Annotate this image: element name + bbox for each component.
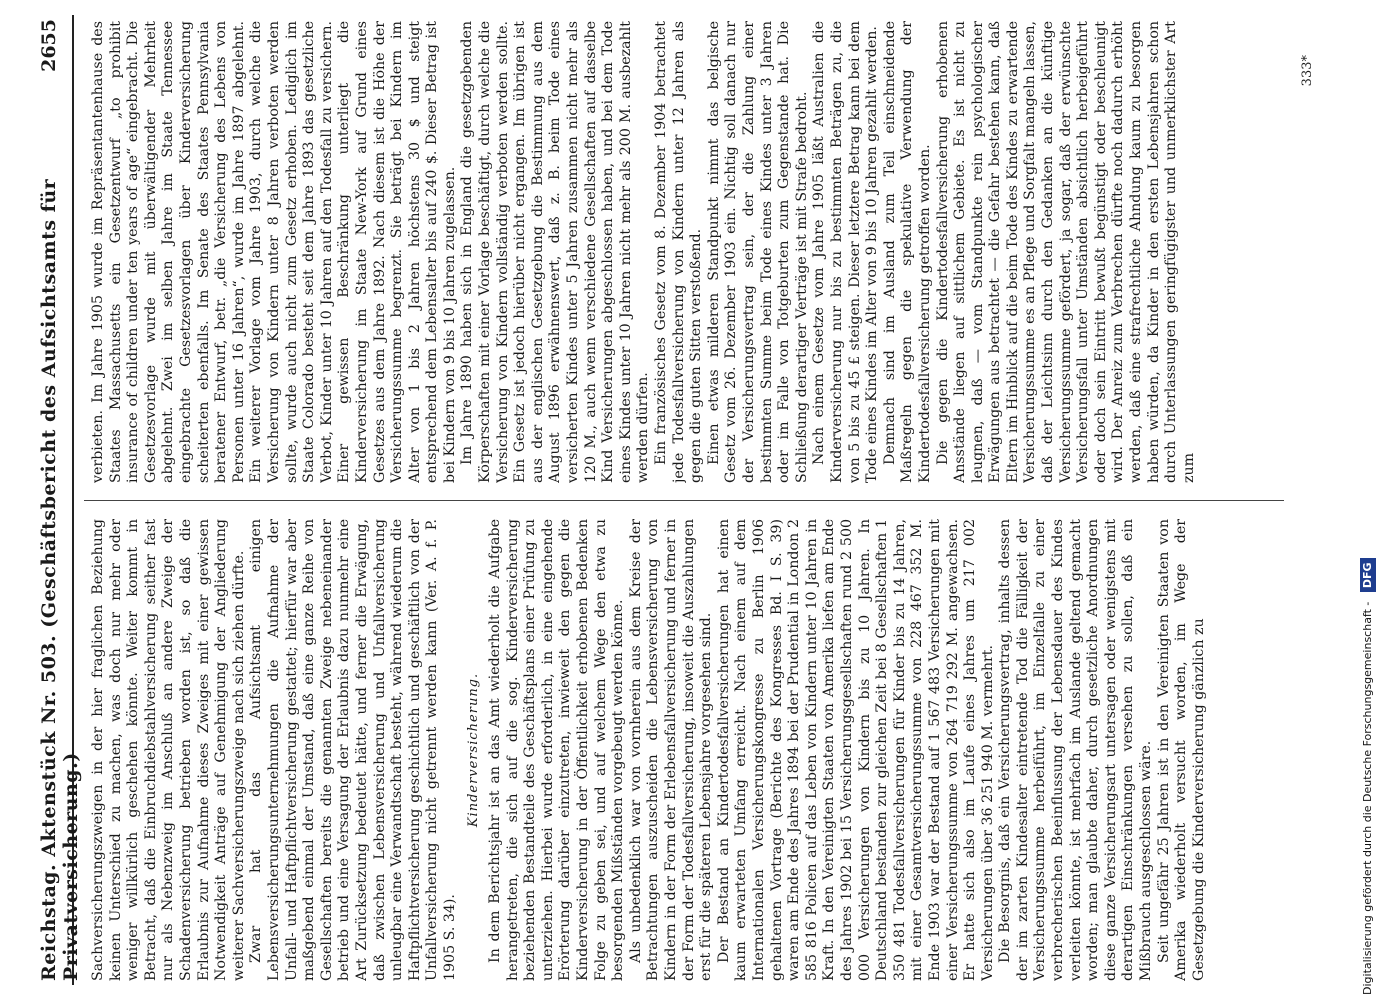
paragraph: Als unbedenklich war von vornherein aus dem Kreise der Betrachtungen auszuscheiden die Lebensversicherung von Kindern in der Form der Erlebensfallversicherung und ferner in der Form der Todesfallversicherung, insoweit die Auszahlungen erst für die späteren Lebensjahre vorgesehen sind.: [627, 519, 715, 981]
paragraph: Sachversicherungszweigen in der hier fraglichen Beziehung keinen Unterschied zu machen, was doch nur mehr oder weniger willkürlich geschehen könnte. Weiter kommt in Betracht, daß die Einbruchdiebstahlversicherung seither fast nur als Nebenzweig im Anschluß an andere Zweige der Schadenversicherung betrieben worden ist, so daß die Erlaubnis zur Aufnahme dieses Zweiges mit einer gewissen Notwendigkeit Anträge auf Genehmigung der Angliederung weiterer Sachversicherungszweige nach sich ziehen dürfte.: [90, 519, 247, 981]
paragraph: Zwar hat das Aufsichtsamt einigen Lebensversicherungsunternehmungen die Aufnahme der Unfall- und Haftpflichtversicherung gestattet; hierfür war aber maßgebend einmal der Umstand, daß eine ganze Reihe von Gesellschaften bereits die genannten Zweige nebeneinander betrieb und eine Versagung der Erlaubnis dazu nunmehr eine Art Zurücksetzung bedeutet hätte, und ferner die Erwägung, daß zwischen Lebensversicherung und Unfallversicherung unleugbar eine Verwandtschaft besteht, während wiederum die Haftpflichtversicherung geschichtlich und geschäftlich von der Unfallversicherung nicht getrennt werden kann (Ver. A. f. P. 1905 S. 34).: [248, 519, 458, 981]
dfg-logo: DFG: [1360, 558, 1376, 592]
text-column-left: [90, 519, 1280, 981]
column-divider: [84, 500, 1284, 501]
digitization-note: [1359, 5, 1377, 995]
paragraph: verbieten. Im Jahre 1905 wurde im Repräsentantenhause des Staates Massachusetts ein Gesetzentwurf „to prohibit insurance of children under ten years of age“ eingebracht. Die Gesetzesvorlage wurde mit überwältigender Mehrheit abgelehnt. Zwei im selben Jahre im Staate Tennessee eingebrachte Gesetzesvorlagen über Kinderversicherung scheiterten ebenfalls. Im Senate des Staates Pennsylvania beratener Entwurf, betr. „die Versicherung des Lebens von Personen unter 16 Jahren“, wurde im Jahre 1897 abgelehnt. Ein weiterer Vorlage vom Jahre 1903, durch welche die Versicherung von Kindern unter 8 Jahren verboten werden sollte, wurde auch nicht zum Gesetz erhoben. Lediglich im Staate Colorado besteht seit dem Jahre 1893 das gesetzliche Verbot, Kinder unter 10 Jahren auf den Todesfall zu versichern. Einer gewissen Beschränkung unterliegt die Kinderversicherung im Staate New-York auf Grund eines Gesetzes aus dem Jahre 1892. Nach diesem ist die Höhe der Versicherungssumme begrenzt. Sie beträgt bei Kindern im Alter von 1 bis 2 Jahren höchstens 30 $ und steigt entsprechend dem Lebensalter bis auf 240 $. Dieser Betrag ist bei Kindern von 9 bis 10 Jahren zugelassen.: [90, 21, 458, 483]
text-column-right: [90, 21, 1280, 483]
digitization-text: Digitalisierung gefördert durch die Deutsche Forschungsgemeinschaft -: [1361, 601, 1374, 995]
signature-mark: 333*: [1300, 55, 1315, 87]
paragraph: Demnach sind im Ausland zum Teil einschneidende Maßregeln gegen die spekulative Verwendung der Kindertodesfallversicherung getroffen worden.: [881, 21, 933, 483]
paragraph: In dem Berichtsjahr ist an das Amt wiederholt die Aufgabe herangetreten, die sich auf die sog. Kinderversicherung beziehenden Bestandteile des Geschäftsplans einer Prüfung zu unterziehen. Hierbei wurde erforderlich, in eine eingehende Erörterung darüber einzutreten, inwieweit den gegen die Kinderversicherung in der Öffentlichkeit erhobenen Bedenken Folge zu geben sei, und auf welchem Wege den etwa zu besorgenden Mißständen vorgebeugt werden könne.: [487, 519, 627, 981]
page-content-rotated: [32, 15, 1332, 985]
paragraph: Einen etwas milderen Standpunkt nimmt das belgische Gesetz vom 26. Dezember 1903 ein. Nichtig soll danach nur der Versicherungsvertrag sein, der die Zahlung einer bestimmten Summe beim Tode eines Kindes unter 3 Jahren oder im Falle von Totgeburten zum Gegenstande hat. Die Schließung derartiger Verträge ist mit Strafe bedroht.: [705, 21, 810, 483]
paragraph: Der Bestand an Kindertodesfallversicherungen hat einen kaum erwarteten Umfang erreicht. Nach einem auf dem Internationalen Versicherungskongresse zu Berlin 1906 gehaltenen Vortrage (Berichte des Kongresses Bd. I S. 39) waren am Ende des Jahres 1894 bei der Prudential in London 2 585 816 Policen auf das Leben von Kindern unter 10 Jahren in Kraft. In den Vereinigten Staaten von Amerika liefen am Ende des Jahres 1902 bei 15 Versicherungsgesellschaften rund 2 500 000 Versicherungen von Kindern bis zu 10 Jahren. In Deutschland bestanden zur gleichen Zeit bei 8 Gesellschaften 1 350 481 Todesfallversicherungen für Kinder bis zu 14 Jahren, mit einer Gesamtversicherungssumme von 228 467 352 M. Ende 1903 war der Bestand auf 1 567 483 Versicherungen mit einer Versicherungssumme von 264 719 292 M. angewachsen. Er hatte sich also im Laufe eines Jahres um 217 002 Versicherungen über 36 251 940 M. vermehrt.: [715, 519, 996, 981]
running-header: [32, 15, 82, 985]
paragraph: Ein französisches Gesetz vom 8. Dezember 1904 betrachtet jede Todesfallversicherung von Kindern unter 12 Jahren als gegen die guten Sitten verstoßend.: [653, 21, 705, 483]
paragraph: Die gegen die Kindertodesfallversicherung erhobenen Ansstände liegen auf sittlichem Gebiete. Es ist nicht zu leugnen, daß — vom Standpunkte rein psychologischer Erwägungen aus betrachtet — die Gefahr bestehen kann, daß Eltern im Hinblick auf die beim Tode des Kindes zu erwartende Versicherungssumme es an Pflege und Sorgfalt mangeln lassen, daß der Leichtsinn durch den Gedanken an die künftige Versicherungssumme gefördert, ja sogar, daß der erwünschte Versicherungsfall unter Umständen absichtlich herbeigeführt oder doch sein Eintritt bewußt begünstigt oder beschleunigt wird. Der Anreiz zum Verbrechen dürfte noch dadurch erhöht werden, daß eine strafrechtliche Ahndung kaum zu besorgen haben würden, da Kinder in den ersten Lebensjahren schon durch Unterlassungen geringfügigster und unmerklichster Art zum: [934, 21, 1197, 483]
section-heading: Kinderversicherung.: [466, 672, 482, 828]
paragraph: Seit ungefähr 25 Jahren ist in den Vereinigten Staaten von Amerika wiederholt versucht worden, im Wege der Gesetzgebung die Kinderversicherung gänzlich zu: [1155, 519, 1207, 981]
paragraph: Im Jahre 1890 haben sich in England die gesetzgebenden Körperschaften mit einer Vorlage beschäftigt, durch welche die Versicherung von Kindern vollständig verboten werden sollte. Ein Gesetz ist jedoch hierüber nicht ergangen. Im übrigen ist aus der englischen Gesetzgebung die Bestimmung aus dem August 1896 erwähnenswert, daß z. B. beim Tode eines versicherten Kindes unter 5 Jahren zusammen nicht mehr als 120 M., auch wenn verschiedene Gesellschaften auf dasselbe Kind Versicherungen abgeschlossen haben, und bei dem Tode eines Kindes unter 10 Jahren nicht mehr als 200 M. ausbezahlt werden dürfen.: [459, 21, 652, 483]
paragraph: Nach einem Gesetze vom Jahre 1905 läßt Australien die Kinderversicherung nur bis zu bestimmten Beträgen zu, die von 5 bis zu 45 £ steigen. Dieser letztere Betrag kann bei dem Tode eines Kindes im Alter von 9 bis 10 Jahren gezahlt werden.: [811, 21, 881, 483]
header-title: Reichstag. Aktenstück Nr. 503. (Geschäftsbericht des Aufsichtsamts für Privatversicherung.): [38, 178, 82, 981]
page-number: 2655: [38, 19, 60, 72]
paragraph: Die Besorgnis, daß ein Versicherungsvertrag, inhalts dessen der im zarten Kindesalter eintretende Tod die Fälligkeit der Versicherungssumme herbeiführt, im Einzelfalle zu einer verbrecherischen Beeinflussung der Lebensdauer des Kindes verleiten könnte, ist mehrfach im Auslande geltend gemacht worden; man glaubte daher, durch gesetzliche Anordnungen diese ganze Versicherungsart untersagen oder wenigstens mit derartigen Einschränkungen versehen zu sollen, daß ein Mißbrauch ausgeschlossen wäre.: [997, 519, 1155, 981]
